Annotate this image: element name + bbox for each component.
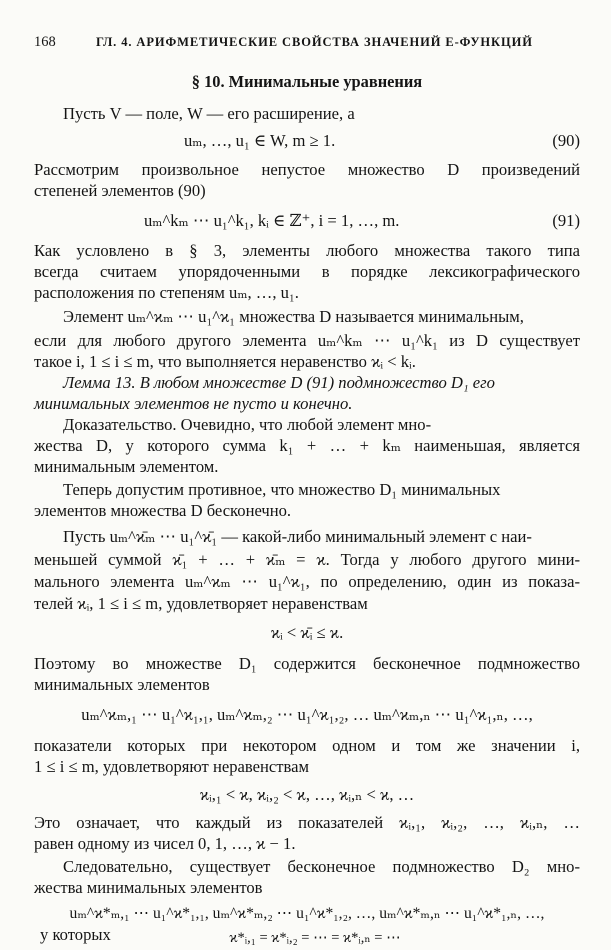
text-line: Пусть V — поле, W — его расширение, а xyxy=(63,104,355,123)
text-line: жества минимальных элементов xyxy=(34,878,263,897)
equation-number: (90) xyxy=(552,131,580,150)
text-line: степеней элементов (90) xyxy=(34,181,206,200)
text-line: Следовательно, существует бесконечное подмножество D₂ мно- xyxy=(63,857,580,876)
equation-number: (91) xyxy=(552,211,580,230)
text-line: телей ϰᵢ, 1 ≤ i ≤ m, удовлетворяет неравенствам xyxy=(34,594,368,613)
text-line: мального элемента uₘ^ϰₘ ⋯ u₁^ϰ₁, по определению, один из показа- xyxy=(34,572,580,591)
formula-last: ϰ*ᵢ,₁ = ϰ*ᵢ,₂ = ⋯ = ϰ*ᵢ,ₙ = ⋯ xyxy=(229,930,401,946)
text-line: меньшей суммой ϰ̄₁ + … + ϰ̄ₘ = ϰ. Тогда у любого другого мини- xyxy=(34,550,580,569)
text-line: равен одному из чисел 0, 1, …, ϰ − 1. xyxy=(34,834,296,853)
formula-body: uₘ^kₘ ⋯ u₁^k₁, kᵢ ∈ ℤ⁺, i = 1, …, m. xyxy=(144,211,400,230)
running-title: ГЛ. 4. АРИФМЕТИЧЕСКИЕ СВОЙСТВА ЗНАЧЕНИЙ E-ФУНКЦИЙ xyxy=(96,35,533,49)
lemma-line: Лемма 13. В любом множестве D (91) подмножество D₁ его xyxy=(63,373,495,392)
text-line: Элемент uₘ^ϰₘ ⋯ u₁^ϰ₁ множества D называется минимальным, xyxy=(63,307,524,326)
text-line: у которых xyxy=(40,925,111,944)
text-line: всегда считаем упорядоченными в порядке лексикографического xyxy=(34,262,580,281)
formula-inequality: ϰᵢ < ϰ̄ᵢ ≤ ϰ. xyxy=(270,623,344,642)
page-number: 168 xyxy=(34,34,56,50)
text-line: Доказательство. Очевидно, что любой элемент мно- xyxy=(63,415,432,434)
formula-body: uₘ, …, u₁ ∈ W, m ≥ 1. xyxy=(184,131,336,150)
text-line: такое i, 1 ≤ i ≤ m, что выполняется неравенство ϰᵢ < kᵢ. xyxy=(34,352,416,371)
text-line: Поэтому во множестве D₁ содержится бесконечное подмножество xyxy=(34,654,580,673)
text-line: Это означает, что каждый из показателей ϰᵢ,₁, ϰᵢ,₂, …, ϰᵢ,ₙ, … xyxy=(34,813,580,832)
text-line: показатели которых при некотором одном и том же значении i, xyxy=(34,736,580,755)
text-line: минимальных элементов xyxy=(34,675,210,694)
text-line: если для любого другого элемента uₘ^kₘ ⋯ u₁^k₁ из D существует xyxy=(34,331,580,350)
formula-sequence: uₘ^ϰₘ,₁ ⋯ u₁^ϰ₁,₁, uₘ^ϰₘ,₂ ⋯ u₁^ϰ₁,₂, … uₘ^ϰₘ,ₙ ⋯ u₁^ϰ₁,ₙ, …, xyxy=(81,705,533,724)
text-line: Пусть uₘ^ϰ̄ₘ ⋯ u₁^ϰ̄₁ — какой-либо минимальный элемент с наи- xyxy=(63,527,532,546)
text-line: элементов множества D бесконечно. xyxy=(34,501,292,520)
formula-inequalities: ϰᵢ,₁ < ϰ, ϰᵢ,₂ < ϰ, …, ϰᵢ,ₙ < ϰ, … xyxy=(199,785,415,804)
text-line: жества D, у которого сумма k₁ + … + kₘ наименьшая, является xyxy=(34,436,580,455)
lemma-line: минимальных элементов не пусто и конечно. xyxy=(34,394,353,413)
formula-sequence-2: uₘ^ϰ*ₘ,₁ ⋯ u₁^ϰ*₁,₁, uₘ^ϰ*ₘ,₂ ⋯ u₁^ϰ*₁,₂, …, uₘ^ϰ*ₘ,ₙ ⋯ u₁^ϰ*₁,ₙ, …, xyxy=(69,905,545,922)
text-line: минимальным элементом. xyxy=(34,457,219,476)
text-line: Как условлено в § 3, элементы любого множества такого типа xyxy=(34,241,580,260)
text-line: Рассмотрим произвольное непустое множество D произведений xyxy=(34,160,580,179)
text-line: Теперь допустим противное, что множество D₁ минимальных xyxy=(63,480,501,499)
section-title: § 10. Минимальные уравнения xyxy=(191,72,423,91)
text-line: 1 ≤ i ≤ m, удовлетворяют неравенствам xyxy=(34,757,309,776)
text-line: расположения по степеням uₘ, …, u₁. xyxy=(34,283,299,302)
